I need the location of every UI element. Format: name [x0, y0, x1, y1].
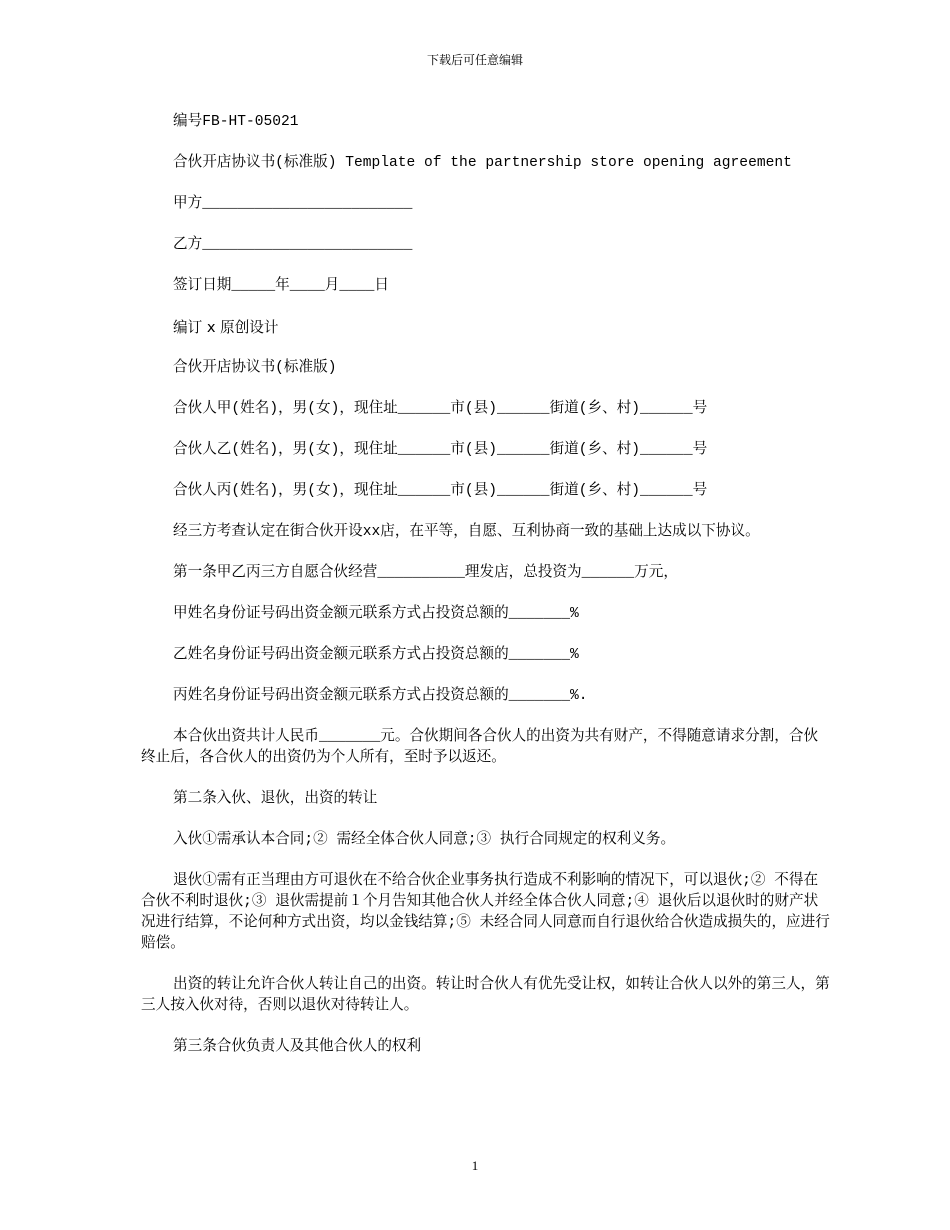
partner-b-line: 合伙人乙(姓名)，男(女)，现住址______市(县)______街道(乡、村)______号	[173, 442, 708, 458]
article-1-paragraph: 第一条甲乙丙三方自愿合伙经营__________理发店，总投资为______万元，	[173, 565, 678, 581]
agreement-title: 合伙开店协议书(标准版)	[173, 360, 337, 376]
withdrawal-paragraph: 退伙①需有正当理由方可退伙在不给合伙企业事务执行造成不利影响的情况下，可以退伙;② 不得在合伙不利时退伙;③ 退伙需提前１个月告知其他合伙人并经全体合伙人同意;④ 退伙后以退伙时的财产状况进行结算，不论何种方式出资，均以金钱结算;⑤ 未经合同人同意而自行退伙给合伙造成损失的，应进行赔偿。	[141, 873, 830, 952]
party-b-line: 乙方________________________	[173, 237, 413, 253]
joining-paragraph: 入伙①需承认本合同;② 需经全体合伙人同意;③ 执行合同规定的权利义务。	[173, 832, 676, 848]
partner-b-investment-line: 乙姓名身份证号码出资金额元联系方式占投资总额的_______%	[173, 647, 579, 663]
party-a-line: 甲方________________________	[173, 196, 413, 212]
document-number: 编号FB-HT-05021	[173, 114, 299, 130]
page-header: 下载后可任意编辑	[426, 53, 523, 67]
page-number: 1	[471, 1158, 479, 1173]
partner-a-investment-line: 甲姓名身份证号码出资金额元联系方式占投资总额的_______%	[173, 606, 579, 622]
partner-a-line: 合伙人甲(姓名)，男(女)，现住址______市(县)______街道(乡、村)______号	[173, 401, 708, 417]
partner-c-investment-line: 丙姓名身份证号码出资金额元联系方式占投资总额的_______%.	[173, 688, 588, 704]
signing-date-line: 签订日期_____年____月____日	[173, 278, 390, 294]
document-title-bilingual: 合伙开店协议书(标准版) Template of the partnership store opening agreement	[173, 155, 792, 171]
total-investment-paragraph: 本合伙出资共计人民币_______元。合伙期间各合伙人的出资为共有财产，不得随意请求分割，合伙终止后，各合伙人的出资仍为个人所有，至时予以返还。	[141, 729, 819, 766]
document-body	[141, 112, 831, 1078]
preamble-paragraph: 经三方考查认定在街合伙开设xx店，在平等，自愿、互利协商一致的基础上达成以下协议。	[173, 524, 760, 540]
article-3-heading: 第三条合伙负责人及其他合伙人的权利	[173, 1039, 422, 1055]
transfer-paragraph: 出资的转让允许合伙人转让自己的出资。转让时合伙人有优先受让权，如转让合伙人以外的第三人，第三人按入伙对待，否则以退伙对待转让人。	[141, 977, 830, 1014]
article-2-heading: 第二条入伙、退伙，出资的转让	[173, 791, 378, 807]
partner-c-line: 合伙人丙(姓名)，男(女)，现住址______市(县)______街道(乡、村)______号	[173, 483, 708, 499]
compiled-by-line: 编订 x 原创设计	[173, 319, 279, 336]
